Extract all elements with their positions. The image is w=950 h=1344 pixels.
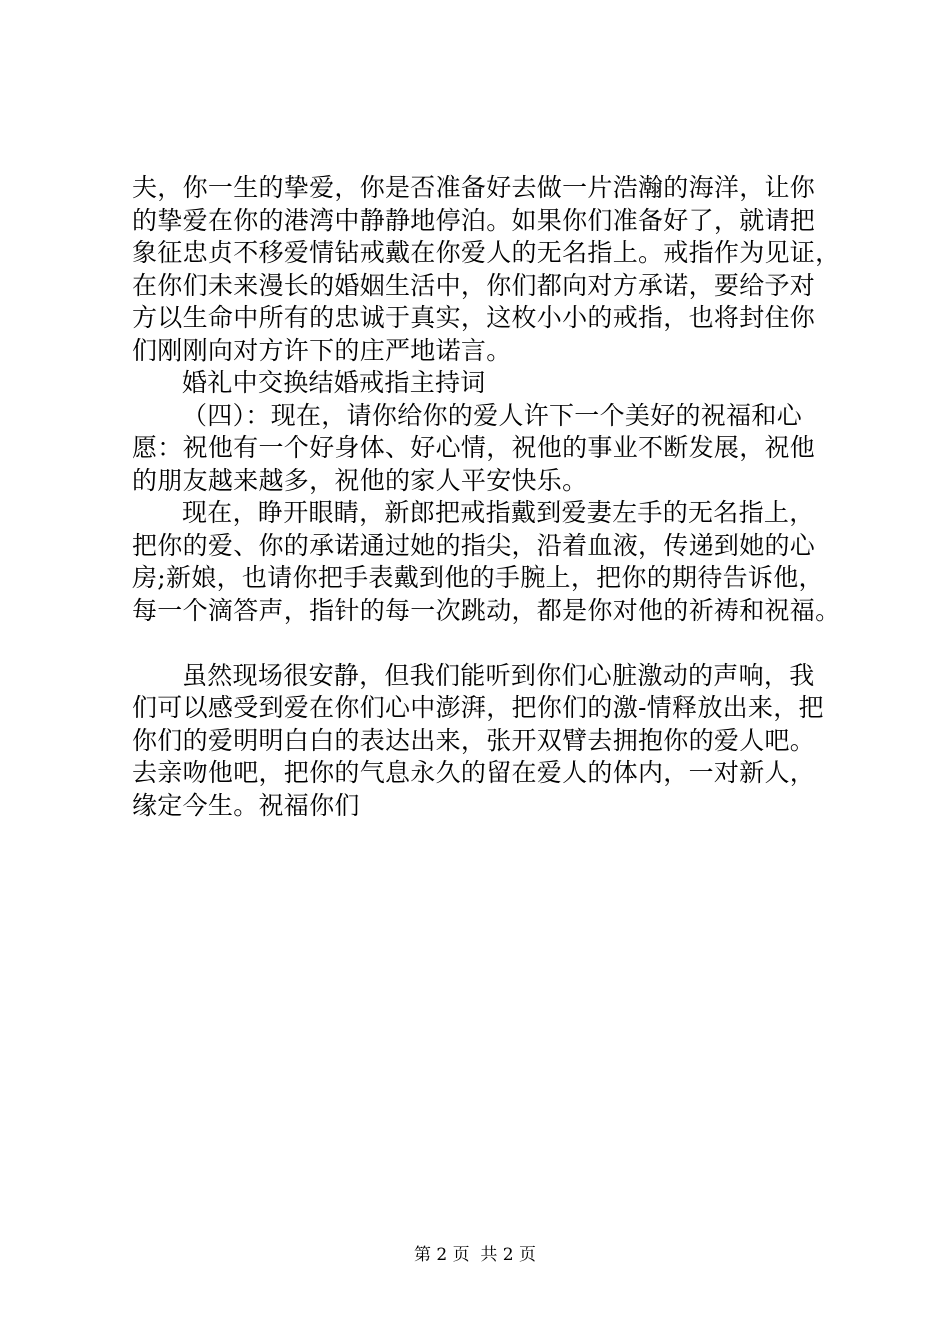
text-line: 去亲吻他吧，把你的气息永久的留在爱人的体内，一对新人， bbox=[132, 758, 816, 787]
page-footer: 第 2 页 共 2 页 bbox=[413, 1245, 537, 1265]
section-heading: 婚礼中交换结婚戒指主持词 bbox=[182, 368, 486, 397]
text-line: 现在，睁开眼睛，新郎把戒指戴到爱妻左手的无名指上， bbox=[182, 498, 815, 527]
text-line: 们可以感受到爱在你们心中澎湃，把你们的激-情释放出来，把 bbox=[132, 693, 824, 722]
text-line: 你们的爱明明白白的表达出来，张开双臂去拥抱你的爱人吧。 bbox=[132, 725, 816, 755]
text-line: 在你们未来漫长的婚姻生活中，你们都向对方承诺，要给予对 bbox=[132, 270, 816, 300]
text-line: 的挚爱在你的港湾中静静地停泊。如果你们准备好了，就请把 bbox=[132, 205, 816, 235]
text-line: 愿：祝他有一个好身体、好心情，祝他的事业不断发展，祝他 bbox=[132, 433, 816, 462]
body-text bbox=[132, 172, 841, 822]
text-line: 们刚刚向对方许下的庄严地诺言。 bbox=[132, 335, 512, 365]
text-line: 缘定今生。祝福你们 bbox=[132, 790, 360, 820]
text-line: 每一个滴答声，指针的每一次跳动，都是你对他的祈祷和祝福。 bbox=[132, 595, 841, 625]
text-line: 夫，你一生的挚爱，你是否准备好去做一片浩瀚的海洋，让你 bbox=[132, 173, 816, 202]
text-line: 方以生命中所有的忠诚于真实，这枚小小的戒指，也将封住你 bbox=[132, 303, 816, 332]
text-line: 虽然现场很安静，但我们能听到你们心脏激动的声响，我 bbox=[182, 660, 815, 690]
text-line: 象征忠贞不移爱情钻戒戴在你爱人的无名指上。戒指作为见证， bbox=[132, 238, 841, 267]
text-line: 的朋友越来越多，祝他的家人平安快乐。 bbox=[132, 465, 588, 495]
text-line: 把你的爱、你的承诺通过她的指尖，沿着血液，传递到她的心 bbox=[132, 530, 816, 560]
text-line: 房;新娘，也请你把手表戴到他的手腕上，把你的期待告诉他， bbox=[132, 563, 824, 592]
blank-line bbox=[132, 627, 832, 660]
text-line: （四）：现在，请你给你的爱人许下一个美好的祝福和心 bbox=[182, 400, 803, 430]
